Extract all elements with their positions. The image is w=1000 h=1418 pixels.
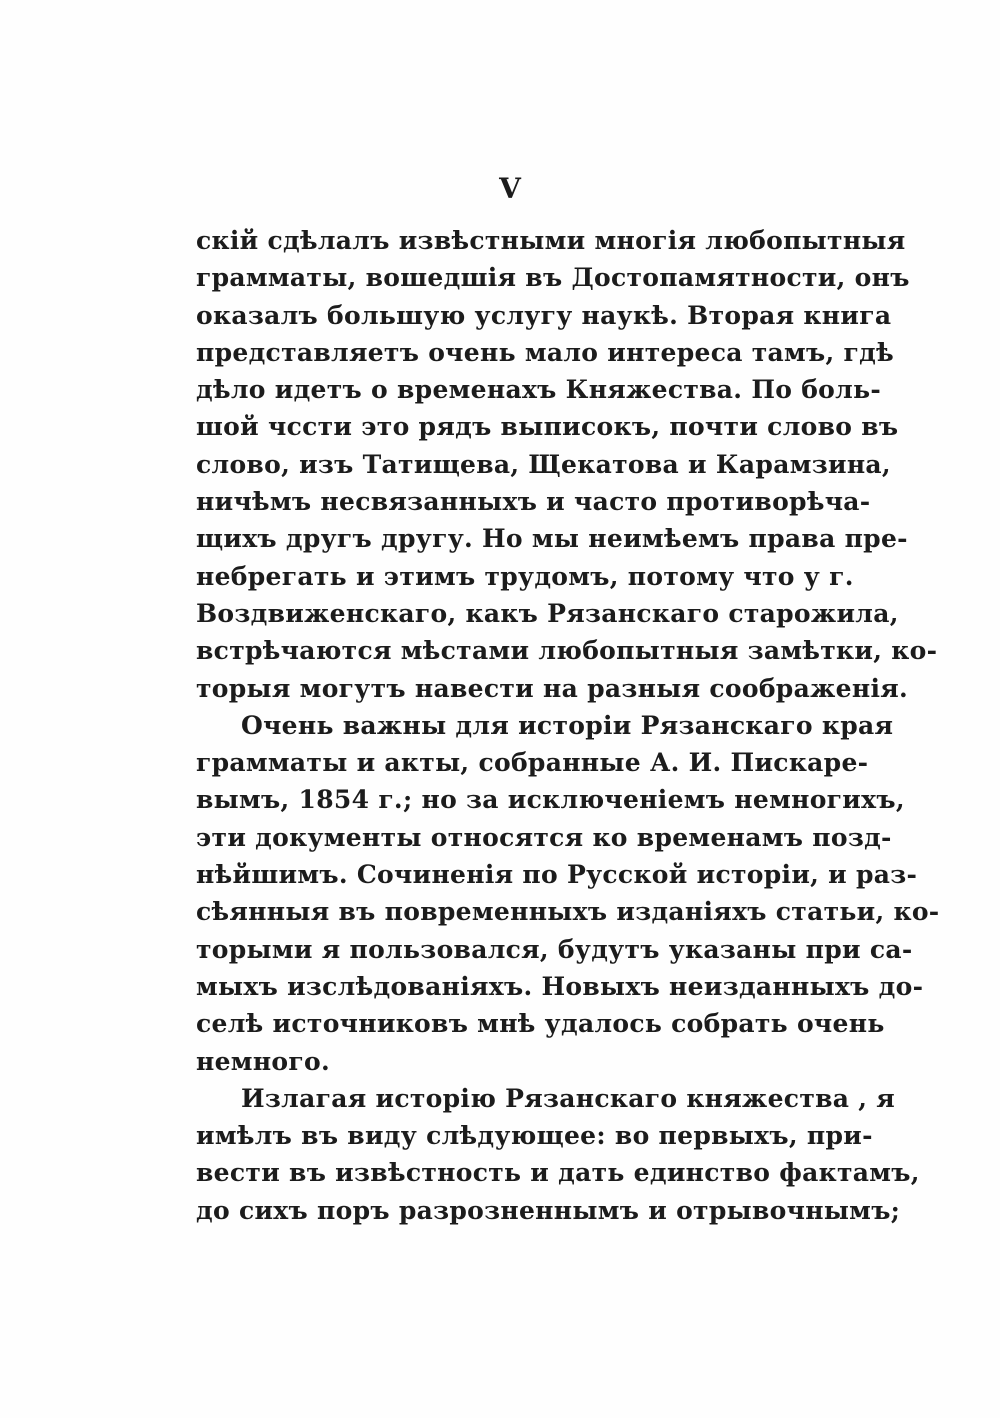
text-line: дѣло идетъ о временахъ Княжества. По боль- [196, 375, 882, 405]
text-line: нѣйшимъ. Сочиненія по Русской исторіи, и раз- [196, 860, 918, 890]
text-line: щихъ другъ другу. Но мы неимѣемъ права пре- [196, 524, 908, 554]
text-line: небрегать и этимъ трудомъ, потому что у г. [196, 561, 854, 591]
text-line: торыми я пользовался, будутъ указаны при са- [196, 934, 913, 964]
text-line: Излагая исторію Рязанскаго княжества , я [241, 1083, 896, 1113]
text-line: Очень важны для исторіи Рязанскаго края [241, 710, 894, 740]
text-line: до сихъ поръ разрозненнымъ и отрывочнымъ; [196, 1195, 901, 1225]
text-line: оказалъ большую услугу наукѣ. Вторая книга [196, 300, 892, 330]
text-line: мыхъ изслѣдованіяхъ. Новыхъ неизданныхъ до- [196, 971, 924, 1001]
text-block [196, 222, 940, 1229]
text-line: вести въ извѣстность и дать единство фактамъ, [196, 1158, 920, 1188]
text-line: грамматы, вошедшія въ Достопамятности, онъ [196, 263, 910, 293]
text-line: немного. [196, 1046, 330, 1076]
text-line: представляетъ очень мало интереса тамъ, гдѣ [196, 337, 894, 367]
text-line: эти документы относятся ко временамъ позд- [196, 822, 892, 852]
paragraph [196, 222, 938, 707]
text-line: грамматы и акты, собранные А. И. Пискаре- [196, 748, 869, 778]
page-number: V [499, 172, 521, 205]
text-line: скій сдѣлалъ извѣстными многія любопытныя [196, 226, 906, 255]
text-line: вымъ, 1854 г.; но за исключеніемъ немногихъ, [196, 785, 905, 815]
text-line: ничѣмъ несвязанныхъ и часто противорѣча- [196, 487, 871, 517]
text-line: встрѣчаются мѣстами любопытныя замѣтки, ко- [196, 636, 938, 666]
text-line: сѣянныя въ повременныхъ изданіяхъ статьи, ко- [196, 897, 940, 927]
text-line: шой чссти это рядъ выписокъ, почти слово въ [196, 412, 899, 442]
paragraph [196, 707, 940, 1080]
text-line: Воздвиженскаго, какъ Рязанскаго старожила, [196, 598, 899, 628]
text-line: слово, изъ Татищева, Щекатова и Карамзина, [196, 449, 891, 479]
paragraph [196, 1080, 920, 1229]
text-line: торыя могутъ навести на разныя соображенія. [196, 673, 909, 703]
text-line: имѣлъ въ виду слѣдующее: во первыхъ, при- [196, 1121, 873, 1151]
text-line: селѣ источниковъ мнѣ удалось собрать очень [196, 1009, 885, 1039]
